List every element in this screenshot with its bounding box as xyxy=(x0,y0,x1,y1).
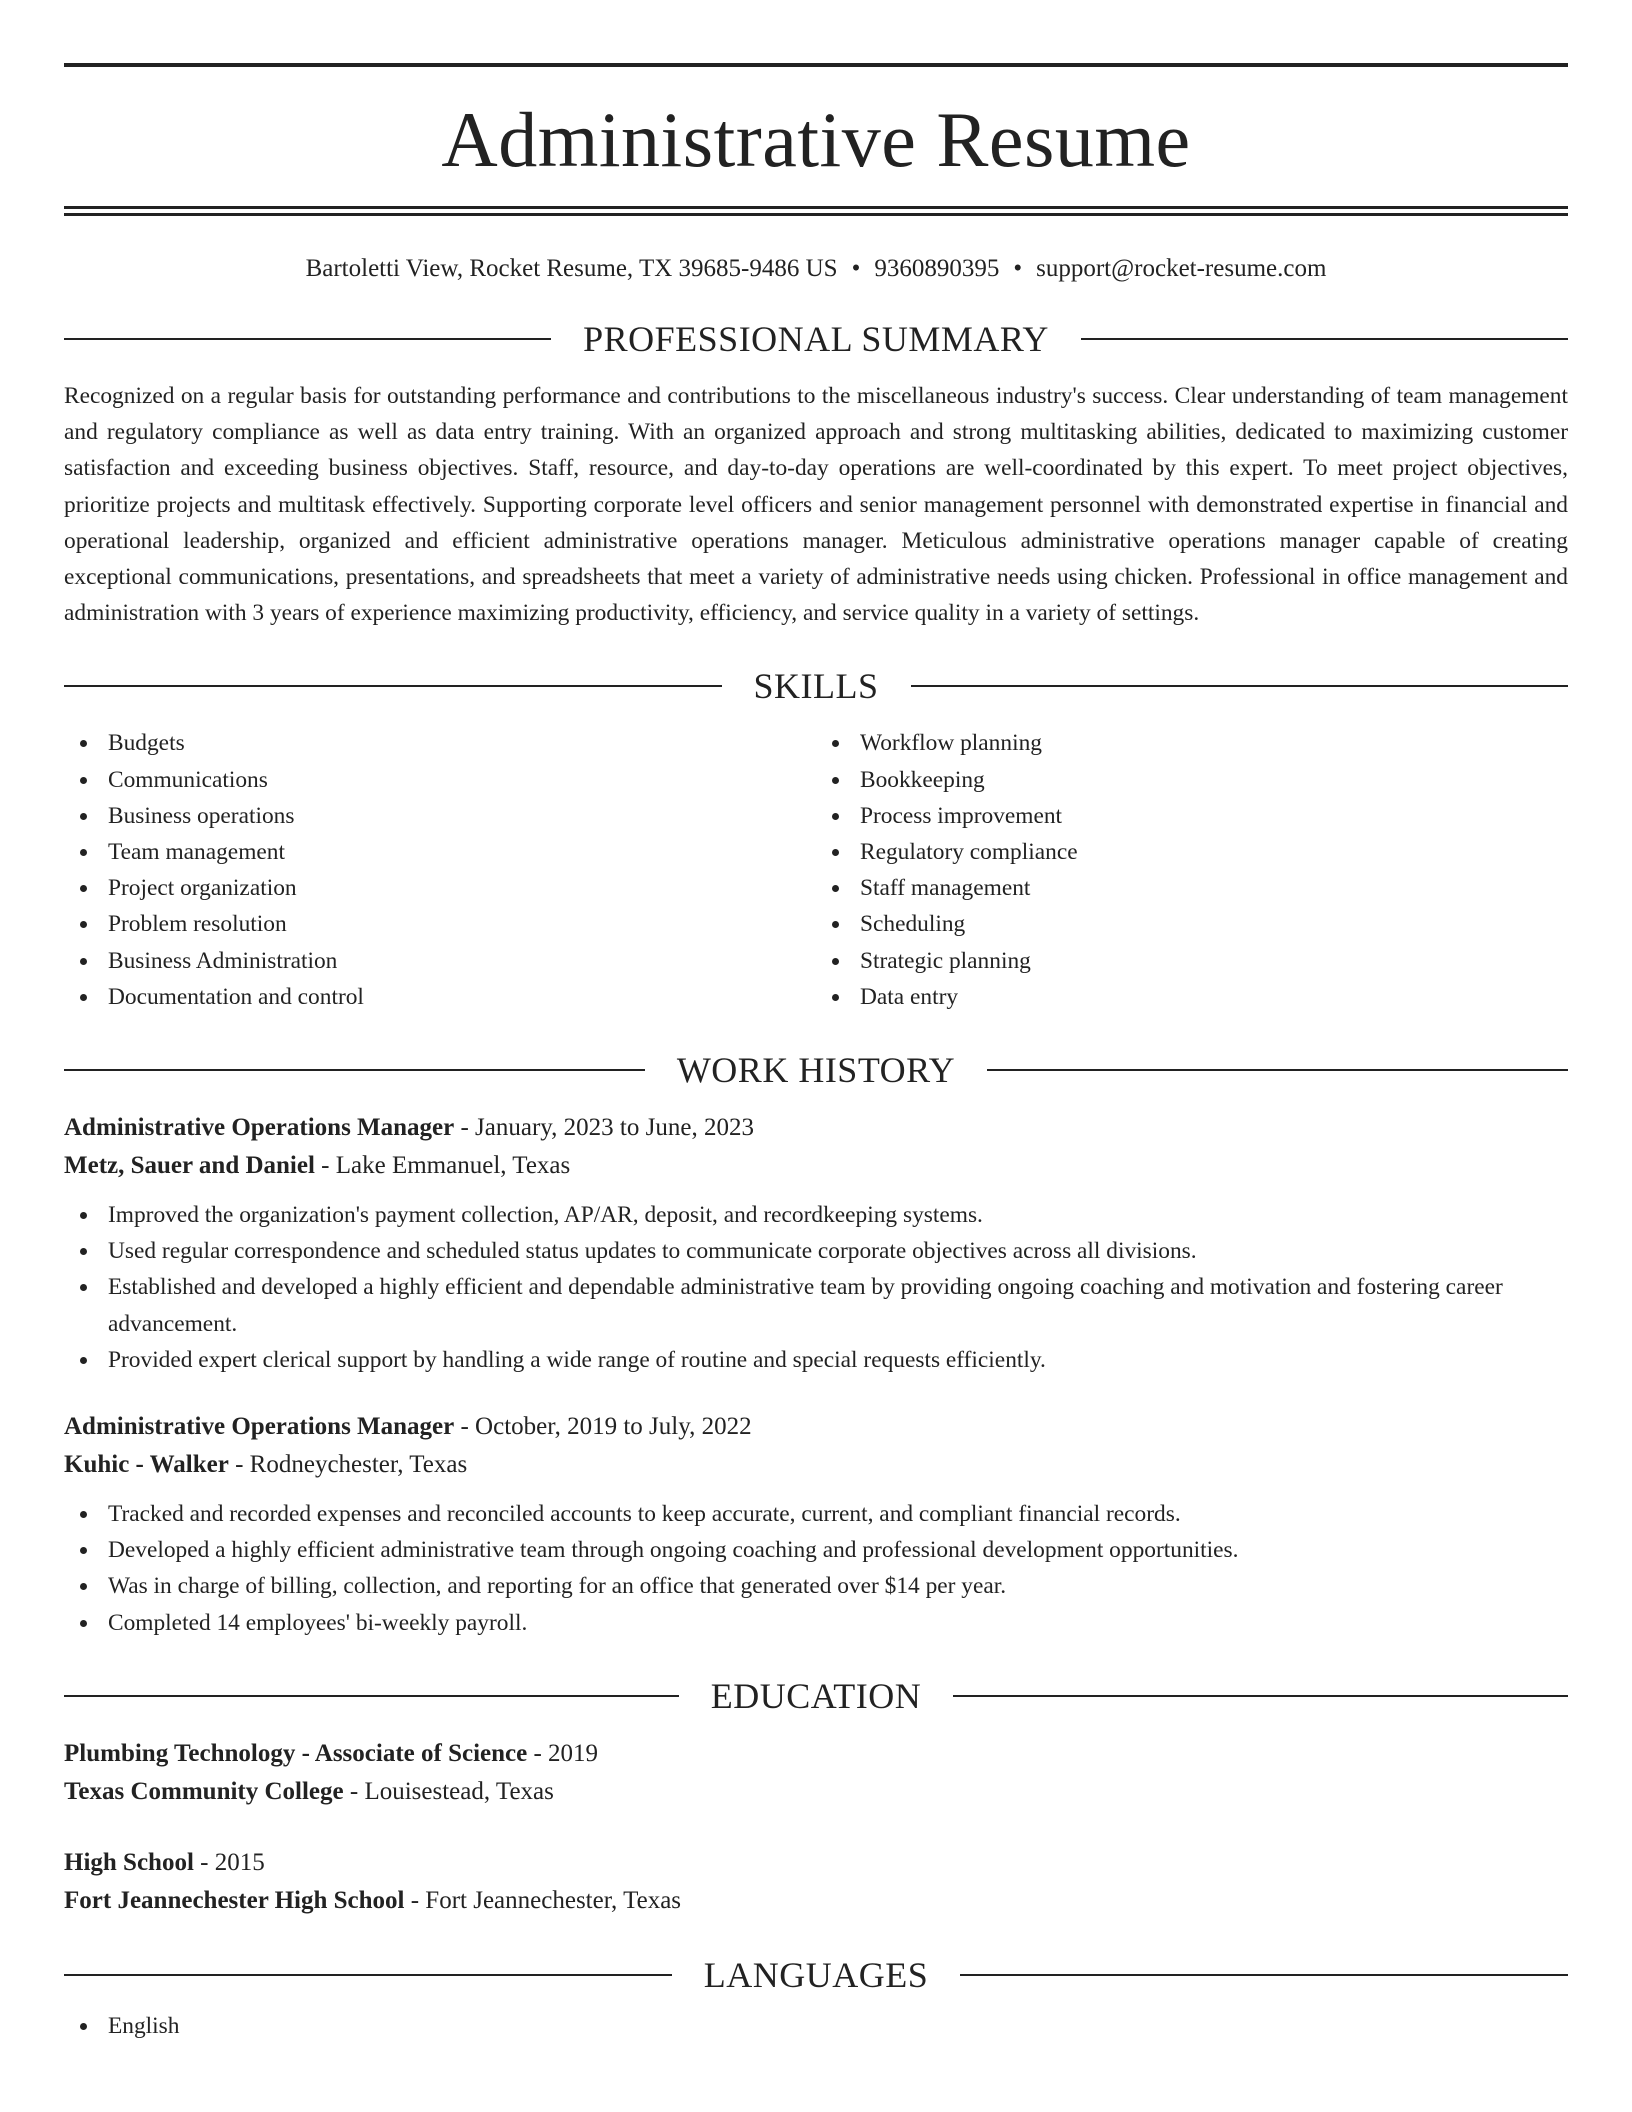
section-heading-education xyxy=(64,1675,1568,1717)
job-company-line xyxy=(64,1446,1568,1484)
skills-column-left xyxy=(64,725,816,1015)
skill-item: Data entry xyxy=(816,979,1568,1015)
skills-list xyxy=(64,725,1568,1015)
contact-separator: • xyxy=(851,255,861,282)
skill-item: Strategic planning xyxy=(816,943,1568,979)
email-link[interactable]: support@rocket-resume.com xyxy=(1036,255,1327,282)
skill-item: Business Administration xyxy=(64,943,816,979)
skill-item: Problem resolution xyxy=(64,906,816,942)
heading-rule-right xyxy=(911,685,1569,687)
skill-item: Process improvement xyxy=(816,798,1568,834)
job-bullets xyxy=(64,1197,1568,1378)
heading-rule-right xyxy=(987,1069,1568,1071)
company-location: - Lake Emmanuel, Texas xyxy=(314,1152,571,1180)
job-bullet: Developed a highly efficient administrative team through ongoing coaching and professional development opportunities. xyxy=(64,1532,1568,1568)
skill-item: Documentation and control xyxy=(64,979,816,1015)
degree: High School xyxy=(64,1848,194,1876)
skill-item: Workflow planning xyxy=(816,725,1568,761)
degree: Plumbing Technology - Associate of Science xyxy=(64,1739,528,1767)
skill-item: Team management xyxy=(64,834,816,870)
company-name: Kuhic - Walker xyxy=(64,1451,229,1479)
heading-rule-right xyxy=(1081,338,1568,340)
heading-rule-left xyxy=(64,1695,679,1697)
skill-item: Budgets xyxy=(64,725,816,761)
languages-list xyxy=(64,2008,1568,2044)
job-title-line xyxy=(64,1408,1568,1446)
job-bullet: Completed 14 employees' bi-weekly payroll. xyxy=(64,1605,1568,1641)
job-bullet: Established and developed a highly efficient and dependable administrative team by providing ongoing coaching and motivation and fostering career advancement. xyxy=(64,1269,1568,1341)
job-bullets xyxy=(64,1496,1568,1641)
job-bullet: Provided expert clerical support by handling a wide range of routine and special requests efficiently. xyxy=(64,1342,1568,1378)
skills-column-right xyxy=(816,725,1568,1015)
job-dates: - October, 2019 to July, 2022 xyxy=(454,1413,752,1441)
job-bullet: Improved the organization's payment collection, AP/AR, deposit, and recordkeeping systems. xyxy=(64,1197,1568,1233)
heading-rule-left xyxy=(64,338,551,340)
job-title: Administrative Operations Manager xyxy=(64,1413,455,1441)
company-location: - Rodneychester, Texas xyxy=(228,1451,468,1479)
degree-line xyxy=(64,1735,1568,1773)
job-entry xyxy=(64,1408,1568,1641)
skill-item: Bookkeeping xyxy=(816,762,1568,798)
title-double-rule xyxy=(64,206,1568,216)
skill-item: Scheduling xyxy=(816,906,1568,942)
language-item: English xyxy=(64,2008,1568,2044)
skill-item: Business operations xyxy=(64,798,816,834)
phone: 9360890395 xyxy=(874,255,1000,282)
resume-page xyxy=(64,0,1568,2044)
section-title: PROFESSIONAL SUMMARY xyxy=(583,319,1049,359)
section-title: LANGUAGES xyxy=(703,1954,929,1995)
contact-line xyxy=(64,254,1568,284)
job-bullet: Was in charge of billing, collection, and reporting for an office that generated over $14 per year. xyxy=(64,1568,1568,1604)
job-bullet: Used regular correspondence and scheduled status updates to communicate corporate objectives across all divisions. xyxy=(64,1233,1568,1269)
job-title: Administrative Operations Manager xyxy=(64,1114,455,1142)
top-rule xyxy=(64,63,1568,67)
degree-line xyxy=(64,1844,1568,1882)
section-title: WORK HISTORY xyxy=(676,1050,956,1091)
graduation-year: - 2019 xyxy=(527,1739,599,1767)
skill-item: Project organization xyxy=(64,870,816,906)
school-name: Fort Jeannechester High School xyxy=(64,1886,405,1914)
heading-rule-left xyxy=(64,685,722,687)
section-heading-languages xyxy=(64,1954,1568,1996)
school-line xyxy=(64,1773,1568,1811)
heading-rule-left xyxy=(64,1069,645,1071)
job-bullet: Tracked and recorded expenses and reconciled accounts to keep accurate, current, and compliant financial records. xyxy=(64,1496,1568,1532)
skill-item: Communications xyxy=(64,762,816,798)
school-location: - Fort Jeannechester, Texas xyxy=(404,1886,682,1914)
education-entry xyxy=(64,1844,1568,1920)
job-company-line xyxy=(64,1147,1568,1185)
heading-rule-left xyxy=(64,1974,672,1976)
job-entry xyxy=(64,1109,1568,1378)
contact-separator: • xyxy=(1013,255,1023,282)
section-title: EDUCATION xyxy=(710,1675,922,1716)
job-title-line xyxy=(64,1109,1568,1147)
heading-rule-right xyxy=(960,1974,1568,1976)
skill-item: Staff management xyxy=(816,870,1568,906)
company-name: Metz, Sauer and Daniel xyxy=(64,1152,315,1180)
section-heading-work xyxy=(64,1049,1568,1091)
school-location: - Louisestead, Texas xyxy=(343,1777,554,1805)
graduation-year: - 2015 xyxy=(193,1848,265,1876)
address: Bartoletti View, Rocket Resume, TX 39685-9486 US xyxy=(305,255,838,282)
job-dates: - January, 2023 to June, 2023 xyxy=(454,1114,754,1142)
summary-text: Recognized on a regular basis for outstanding performance and contributions to the miscellaneous industry's success. Clear understanding of team management and regulatory compliance as well as data entry training. With an organized approach and strong multitasking abilities, dedicated to maximizing customer satisfaction and exceeding business objectives. Staff, resource, and day-to-day operations are well-coordinated by this expert. To meet project objectives, prioritize projects and multitask effectively. Supporting corporate level officers and senior management personnel with demonstrated expertise in financial and operational leadership, organized and efficient administrative operations manager. Meticulous administrative operations manager capable of creating exceptional communications, presentations, and spreadsheets that meet a variety of administrative needs using chicken. Professional in office management and administration with 3 years of experience maximizing productivity, efficiency, and service quality in a variety of settings. xyxy=(64,383,1568,627)
education-entry xyxy=(64,1735,1568,1811)
heading-rule-right xyxy=(953,1695,1568,1697)
page-title: Administrative Resume xyxy=(441,96,1191,183)
section-heading-summary xyxy=(64,318,1568,360)
section-heading-skills xyxy=(64,665,1568,707)
skill-item: Regulatory compliance xyxy=(816,834,1568,870)
section-title: SKILLS xyxy=(753,666,879,707)
school-line xyxy=(64,1882,1568,1920)
school-name: Texas Community College xyxy=(64,1777,344,1805)
